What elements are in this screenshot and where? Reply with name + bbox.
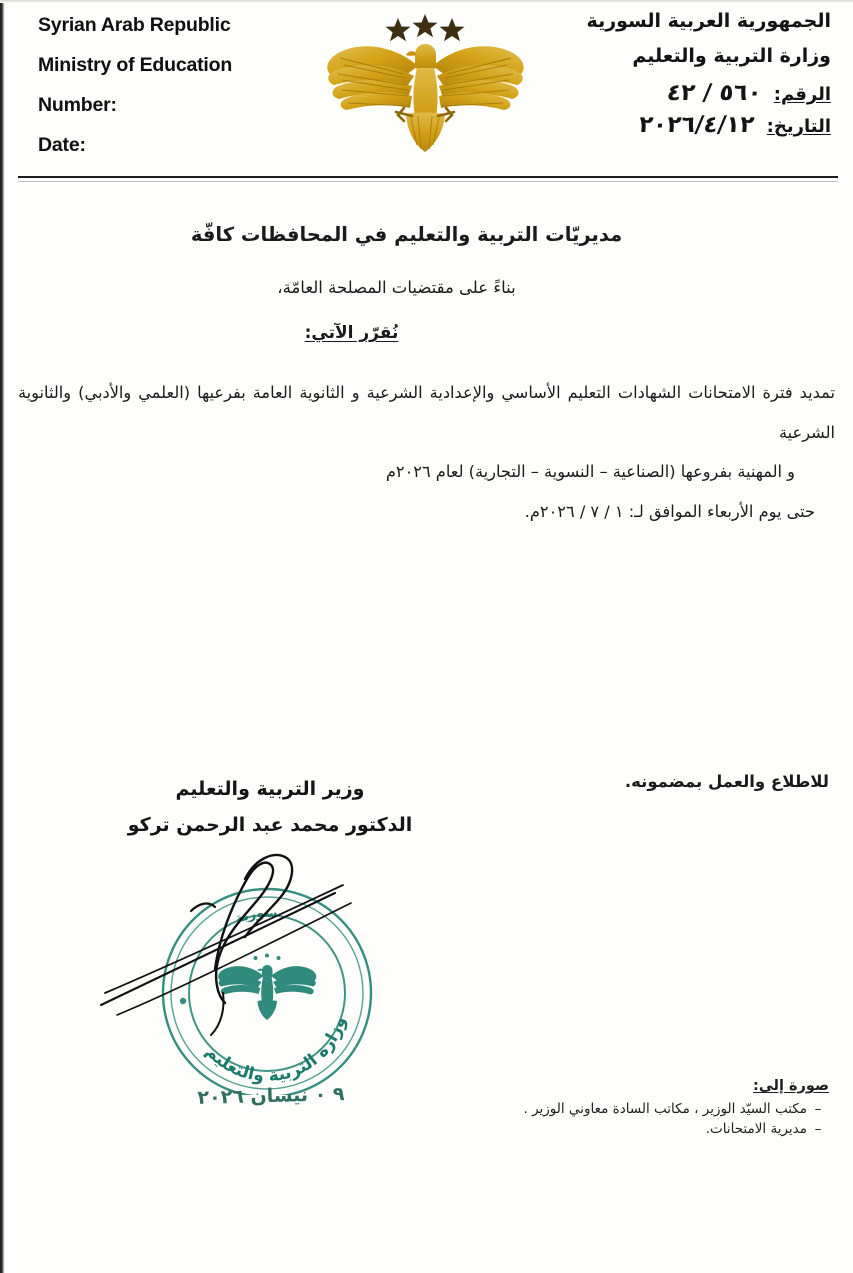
cc-item: [399, 1099, 829, 1119]
header-number-field: [501, 80, 831, 106]
header-arabic-block: [501, 10, 831, 144]
header-country-ar: الجمهورية العربية السورية: [586, 10, 831, 32]
signature-block: [60, 778, 480, 836]
header-divider-shadow: [18, 181, 838, 182]
header-country-en: Syrian Arab Republic: [38, 14, 231, 36]
handwritten-signature: [101, 855, 351, 1035]
clause-line-3: حتى يوم الأربعاء الموافق لـ: ١ / ٧ / ٢٠٢٦م.: [524, 502, 815, 522]
seal-and-signature: [95, 845, 435, 1095]
clause-line-1: تمديد فترة الامتحانات الشهادات التعليم الأساسي والإعدادية الشرعية و الثانوية العامة بفرعيها (العلمي والأدبي) والثانوية الشرعية: [18, 383, 835, 442]
svg-text:سورية: سورية: [233, 905, 279, 928]
header-ministry-ar: وزارة التربية والتعليم: [632, 45, 831, 67]
decision-heading-text: نُقرّر الآتي:: [304, 323, 399, 343]
header-date-label-en: Date:: [38, 134, 86, 156]
header-ministry-en: Ministry of Education: [38, 54, 233, 76]
header-date-field: [501, 112, 831, 138]
header-english-block: [38, 14, 338, 174]
cc-title: صورة إلى:: [753, 1078, 829, 1094]
addressee-line: مديريّات التربية والتعليم في المحافظات كافّة: [190, 223, 623, 246]
scan-edge-artifact: [0, 0, 5, 1273]
signatory-title: وزير التربية والتعليم: [175, 778, 365, 800]
header-date-label-ar: التاريخ:: [766, 116, 831, 137]
cc-item: [399, 1119, 829, 1139]
document-body: [0, 205, 853, 532]
decision-clause: [0, 373, 853, 532]
cc-item-text: مكتب السيّد الوزير ، مكاتب السادة معاوني الوزير .: [523, 1101, 807, 1117]
header-number-label-en: Number:: [38, 94, 117, 116]
svg-text:وزارة التربية والتعليم: وزارة التربية والتعليم: [201, 1014, 351, 1087]
header-divider: [18, 176, 838, 178]
emblem-stars: [386, 14, 465, 41]
cc-dash-icon: –: [814, 1121, 822, 1138]
header-number-label-ar: الرقم:: [773, 84, 831, 105]
notice-line: للاطلاع والعمل بمضمونه.: [624, 772, 829, 791]
basis-line: بناءً على مقتضيات المصلحة العامّة،: [277, 278, 516, 297]
cc-item-text: مديرية الامتحانات.: [705, 1121, 807, 1138]
header-date-value: ٢٠٢٦/٤/١٢: [637, 112, 756, 138]
cc-block: [399, 1078, 829, 1140]
document-header: [0, 0, 853, 185]
header-number-value: ٥٦٠ / ٤٢: [665, 80, 763, 106]
clause-line-2: و المهنية بفروعها (الصناعية – النسوية – التجارية) لعام ٢٠٢٦م: [385, 462, 795, 482]
signatory-name: الدكتور محمد عبد الرحمن تركو: [127, 814, 413, 836]
decision-heading: [0, 323, 853, 343]
handwritten-date: ٩ ٠ نيسان ٢٠٢٦: [197, 1083, 345, 1109]
cc-dash-icon: –: [814, 1101, 822, 1117]
